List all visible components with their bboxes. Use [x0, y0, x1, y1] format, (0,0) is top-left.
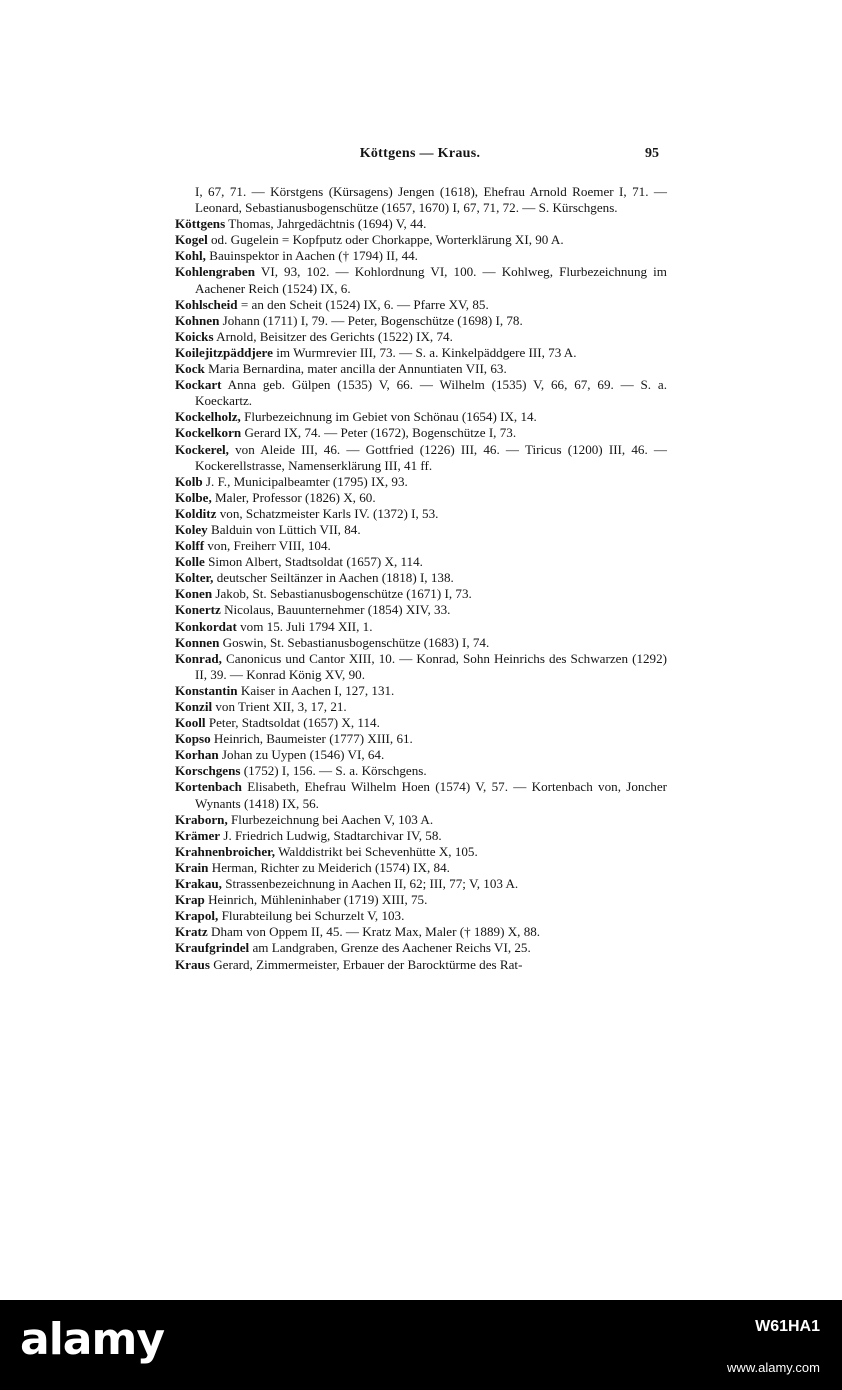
- entry-headword: Kohl,: [175, 248, 206, 264]
- index-entry: [175, 506, 667, 522]
- index-entry: [175, 554, 667, 570]
- index-entry: [175, 232, 667, 248]
- index-entry: [175, 297, 667, 313]
- entry-headword: Köttgens: [175, 216, 226, 232]
- entry-headword: Kratz: [175, 924, 208, 940]
- index-entry: [175, 361, 667, 377]
- index-entry: [175, 957, 667, 973]
- index-entry: [175, 216, 667, 232]
- entry-text: Balduin von Lüttich VII, 84.: [207, 521, 361, 537]
- entry-text: Nicolaus, Bauunternehmer (1854) XIV, 33.: [220, 602, 451, 618]
- index-entry: [175, 924, 667, 940]
- index-entry: [175, 313, 667, 329]
- image-id: W61HA1: [755, 1318, 820, 1335]
- entry-headword: Koilejitzpäddjere: [175, 344, 273, 360]
- index-entry: [175, 892, 667, 908]
- entry-headword: Kolditz: [175, 505, 217, 521]
- index-entry: [175, 538, 667, 554]
- index-entry: [175, 409, 667, 425]
- entry-text: deutscher Seiltänzer in Aachen (1818) I, 138.: [213, 570, 454, 586]
- entry-text: Heinrich, Baumeister (1777) XIII, 61.: [210, 731, 413, 747]
- index-entry: [175, 860, 667, 876]
- entry-text: Flurbezeichnung bei Aachen V, 103 A.: [227, 811, 434, 827]
- entry-text: Maler, Professor (1826) X, 60.: [211, 489, 376, 505]
- index-entry: [175, 828, 667, 844]
- entry-text: Flurbezeichnung im Gebiet von Schönau (1654) IX, 14.: [240, 409, 537, 425]
- index-entry: [175, 683, 667, 699]
- entry-headword: Konnen: [175, 634, 220, 650]
- entry-text: J. Friedrich Ludwig, Stadtarchivar IV, 58.: [220, 827, 442, 843]
- header-title: Köttgens — Kraus.: [359, 146, 481, 161]
- index-entry: [175, 747, 667, 763]
- entry-text: I, 67, 71. — Körstgens (Kürsagens) Jengen (1618), Ehefrau Arnold Roemer I, 71. — Leonard, Sebastianusbogenschütze (1657, 1670) I, 67, 71, 72. — S. Kürschgens.: [195, 184, 667, 216]
- index-entry: [175, 619, 667, 635]
- entry-headword: Kraus: [175, 956, 210, 972]
- entry-headword: Kockelholz,: [175, 409, 241, 425]
- index-entry: [175, 715, 667, 731]
- index-entry: [175, 586, 667, 602]
- entry-text: vom 15. Juli 1794 XII, 1.: [236, 618, 373, 634]
- entry-text: Dham von Oppem II, 45. — Kratz Max, Maler († 1889) X, 88.: [207, 924, 541, 940]
- entry-headword: Konzil: [175, 699, 213, 714]
- entry-text: von, Schatzmeister Karls IV. (1372) I, 53.: [216, 505, 439, 521]
- index-entry: [175, 940, 667, 956]
- entry-headword: Koley: [175, 521, 208, 537]
- alamy-logo: alamy: [20, 1314, 164, 1365]
- index-entry: [175, 377, 667, 409]
- watermark-banner: [0, 1300, 842, 1390]
- entry-headword: Korhan: [175, 747, 219, 763]
- entry-text: Johan zu Uypen (1546) VI, 64.: [218, 747, 385, 763]
- running-header: [175, 146, 665, 168]
- entry-headword: Korschgens: [175, 763, 241, 779]
- index-entry: [175, 812, 667, 828]
- entry-text: im Wurmrevier III, 73. — S. a. Kinkelpäddgere III, 73 A.: [272, 344, 577, 360]
- entry-text: = an den Scheit (1524) IX, 6. — Pfarre XV, 85.: [237, 296, 489, 312]
- entry-headword: Kolb: [175, 473, 203, 489]
- entry-headword: Kogel: [175, 232, 208, 248]
- entry-text: Flurabteilung bei Schurzelt V, 103.: [218, 908, 405, 924]
- entry-headword: Konstantin: [175, 682, 238, 698]
- entry-text: Anna geb. Gülpen (1535) V, 66. — Wilhelm (1535) V, 66, 67, 69. — S. a. Koeckartz.: [195, 377, 667, 409]
- entry-text: Strassenbezeichnung in Aachen II, 62; III, 77; V, 103 A.: [221, 876, 519, 892]
- entry-text: Heinrich, Mühleninhaber (1719) XIII, 75.: [204, 892, 428, 908]
- entry-text: Canonicus und Cantor XIII, 10. — Konrad, Sohn Heinrichs des Schwarzen (1292) II, 39. — Konrad König XV, 90.: [195, 650, 667, 682]
- index-entry: [175, 602, 667, 618]
- entry-headword: Kolbe,: [175, 489, 212, 505]
- entry-headword: Kockerel,: [175, 441, 229, 457]
- entry-text: Thomas, Jahrgedächtnis (1694) V, 44.: [225, 216, 427, 232]
- index-entries: [175, 184, 667, 973]
- entry-text: Herman, Richter zu Meiderich (1574) IX, 84.: [208, 859, 450, 875]
- index-entry: [175, 651, 667, 683]
- index-entry: [175, 779, 667, 811]
- entry-headword: Kolle: [175, 554, 205, 570]
- entry-text: Maria Bernardina, mater ancilla der Annuntiaten VII, 63.: [204, 361, 507, 377]
- index-entry: [175, 635, 667, 651]
- index-entry: [175, 184, 667, 216]
- entry-headword: Krain: [175, 859, 209, 875]
- entry-headword: Kockelkorn: [175, 425, 242, 441]
- page-number: 95: [645, 146, 659, 161]
- entry-headword: Koicks: [175, 328, 214, 344]
- entry-text: Walddistrikt bei Schevenhütte X, 105.: [275, 843, 478, 859]
- entry-text: Bauinspektor in Aachen († 1794) II, 44.: [205, 248, 418, 264]
- entry-text: von Trient XII, 3, 17, 21.: [212, 699, 347, 714]
- entry-headword: Konkordat: [175, 618, 237, 634]
- entry-headword: Kohlscheid: [175, 296, 238, 312]
- entry-text: Simon Albert, Stadtsoldat (1657) X, 114.: [204, 554, 423, 570]
- index-entry: [175, 329, 667, 345]
- entry-text: Gerard IX, 74. — Peter (1672), Bogenschütze I, 73.: [241, 425, 517, 441]
- entry-text: von, Freiherr VIII, 104.: [204, 538, 331, 554]
- entry-headword: Kraufgrindel: [175, 940, 250, 956]
- entry-headword: Kohlengraben: [175, 264, 256, 280]
- index-entry: [175, 442, 667, 474]
- entry-headword: Kolter,: [175, 570, 214, 586]
- index-entry: [175, 474, 667, 490]
- entry-text: Goswin, St. Sebastianusbogenschütze (1683) I, 74.: [219, 634, 490, 650]
- entry-headword: Konertz: [175, 602, 221, 618]
- entry-headword: Krakau,: [175, 876, 222, 892]
- footer-url: www.alamy.com: [727, 1360, 820, 1375]
- index-entry: [175, 490, 667, 506]
- index-entry: [175, 763, 667, 779]
- entry-text: von Aleide III, 46. — Gottfried (1226) III, 46. — Tiricus (1200) III, 46. — Kockerellstrasse, Namenserklärung III, 41 ff.: [195, 441, 667, 473]
- entry-text: (1752) I, 156. — S. a. Körschgens.: [240, 763, 427, 779]
- entry-headword: Kooll: [175, 715, 206, 731]
- entry-text: Gerard, Zimmermeister, Erbauer der Barocktürme des Rat-: [209, 956, 523, 972]
- entry-headword: Konrad,: [175, 650, 222, 666]
- entry-headword: Krap: [175, 892, 205, 908]
- entry-headword: Konen: [175, 586, 213, 602]
- index-entry: [175, 731, 667, 747]
- entry-text: Jakob, St. Sebastianusbogenschütze (1671) I, 73.: [212, 586, 472, 602]
- index-entry: [175, 264, 667, 296]
- entry-headword: Kockart: [175, 377, 222, 393]
- index-entry: [175, 522, 667, 538]
- entry-headword: Kortenbach: [175, 779, 242, 795]
- entry-text: Johann (1711) I, 79. — Peter, Bogenschütze (1698) I, 78.: [219, 312, 523, 328]
- entry-headword: Kohnen: [175, 312, 220, 328]
- entry-text: Peter, Stadtsoldat (1657) X, 114.: [205, 715, 380, 731]
- entry-text: Arnold, Beisitzer des Gerichts (1522) IX, 74.: [213, 328, 453, 344]
- entry-headword: Kolff: [175, 538, 205, 554]
- index-entry: [175, 570, 667, 586]
- index-entry: [175, 248, 667, 264]
- entry-headword: Kraborn,: [175, 811, 228, 827]
- entry-text: Kaiser in Aachen I, 127, 131.: [237, 682, 395, 698]
- entry-headword: Krapol,: [175, 908, 219, 924]
- entry-text: VI, 93, 102. — Kohlordnung VI, 100. — Kohlweg, Flurbezeichnung im Aachener Reich (1524) IX, 6.: [195, 264, 667, 296]
- index-entry: [175, 908, 667, 924]
- index-entry: [175, 844, 667, 860]
- entry-text: Elisabeth, Ehefrau Wilhelm Hoen (1574) V, 57. — Kortenbach von, Joncher Wynants (1418) IX, 56.: [195, 779, 667, 811]
- entry-text: J. F., Municipalbeamter (1795) IX, 93.: [202, 473, 408, 489]
- entry-headword: Kopso: [175, 731, 211, 747]
- index-entry: [175, 425, 667, 441]
- index-entry: [175, 345, 667, 361]
- entry-headword: Kock: [175, 361, 205, 377]
- entry-text: od. Gugelein = Kopfputz oder Chorkappe, Worterklärung XI, 90 A.: [207, 232, 564, 248]
- entry-text: am Landgraben, Grenze des Aachener Reichs VI, 25.: [249, 940, 531, 956]
- index-entry: [175, 699, 667, 715]
- index-entry: [175, 876, 667, 892]
- entry-headword: Krämer: [175, 827, 221, 843]
- entry-headword: Krahnenbroicher,: [175, 843, 276, 859]
